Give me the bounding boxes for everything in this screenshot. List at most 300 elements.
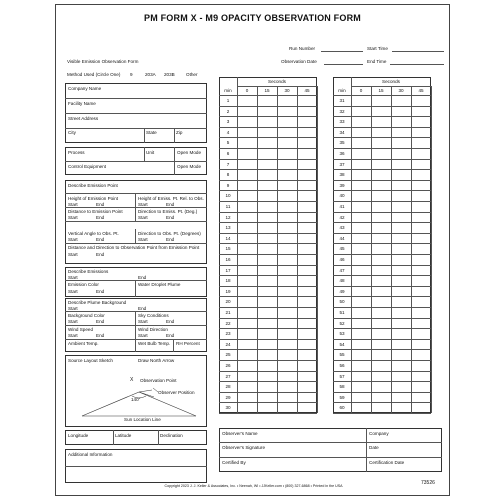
opacity-reading-cell[interactable] [391, 127, 411, 138]
opacity-reading-cell[interactable] [391, 222, 411, 233]
opacity-reading-cell[interactable] [351, 339, 371, 350]
minute-row-label: 25 [225, 352, 231, 358]
opacity-reading-cell[interactable] [237, 275, 257, 286]
opacity-reading-cell[interactable] [391, 328, 411, 339]
opacity-reading-cell[interactable] [391, 265, 411, 276]
opacity-reading-cell[interactable] [297, 243, 317, 254]
minute-row-label: 60 [339, 405, 345, 411]
opacity-reading-cell[interactable] [277, 233, 297, 244]
opacity-reading-cell[interactable] [411, 243, 431, 254]
opacity-reading-cell[interactable] [237, 137, 257, 148]
opacity-reading-cell[interactable] [411, 148, 431, 159]
opacity-reading-cell[interactable] [391, 402, 411, 413]
opacity-reading-cell[interactable] [391, 296, 411, 307]
opacity-reading-cell[interactable] [371, 169, 391, 180]
opacity-reading-cell[interactable] [411, 318, 431, 329]
start-label: Start [138, 215, 148, 220]
opacity-reading-cell[interactable] [391, 254, 411, 265]
opacity-reading-cell[interactable] [371, 328, 391, 339]
end-label: End [166, 333, 175, 338]
opacity-reading-cell[interactable] [237, 339, 257, 350]
method-203a[interactable]: 203A [145, 72, 156, 77]
opacity-reading-cell[interactable] [277, 180, 297, 191]
opacity-reading-cell[interactable] [257, 265, 277, 276]
minute-row-label: 20 [225, 299, 231, 305]
opacity-reading-cell[interactable] [411, 307, 431, 318]
opacity-reading-cell[interactable] [237, 254, 257, 265]
opacity-reading-cell[interactable] [277, 392, 297, 403]
divider [158, 430, 159, 445]
opacity-reading-cell[interactable] [277, 339, 297, 350]
minute-row-label: 1 [226, 98, 230, 103]
opacity-reading-cell[interactable] [351, 159, 371, 170]
opacity-reading-cell[interactable] [277, 159, 297, 170]
opacity-reading-cell[interactable] [411, 254, 431, 265]
opacity-reading-cell[interactable] [411, 381, 431, 392]
minute-row-label: 31 [339, 98, 345, 103]
opacity-reading-cell[interactable] [391, 349, 411, 360]
sky-conditions-label: Sky Conditions [138, 313, 169, 318]
opacity-reading-cell[interactable] [257, 116, 277, 127]
opacity-reading-cell[interactable] [411, 201, 431, 212]
opacity-reading-cell[interactable] [297, 381, 317, 392]
observer-position-label: Observer Position [158, 390, 195, 395]
opacity-reading-cell[interactable] [371, 180, 391, 191]
opacity-reading-cell[interactable] [411, 180, 431, 191]
opacity-reading-cell[interactable] [277, 265, 297, 276]
opacity-reading-cell[interactable] [237, 116, 257, 127]
opacity-reading-cell[interactable] [257, 137, 277, 148]
method-9[interactable]: 9 [130, 72, 133, 77]
minute-row-label: 40 [339, 193, 345, 199]
opacity-reading-cell[interactable] [411, 127, 431, 138]
opacity-reading-cell[interactable] [297, 254, 317, 265]
opacity-reading-cell[interactable] [351, 137, 371, 148]
opacity-reading-cell[interactable] [371, 116, 391, 127]
opacity-reading-cell[interactable] [237, 392, 257, 403]
opacity-reading-cell[interactable] [237, 159, 257, 170]
minute-row-label: 34 [339, 129, 345, 135]
opacity-reading-cell[interactable] [257, 286, 277, 297]
opacity-reading-cell[interactable] [351, 254, 371, 265]
opacity-reading-cell[interactable] [391, 233, 411, 244]
opacity-reading-cell[interactable] [257, 360, 277, 371]
opacity-reading-cell[interactable] [277, 212, 297, 223]
opacity-reading-cell[interactable] [277, 360, 297, 371]
minute-row-label: 10 [225, 193, 231, 199]
opacity-reading-cell[interactable] [351, 180, 371, 191]
opacity-reading-cell[interactable] [297, 307, 317, 318]
opacity-reading-cell[interactable] [371, 381, 391, 392]
opacity-reading-cell[interactable] [371, 243, 391, 254]
minute-row-label: 15 [225, 246, 231, 252]
opacity-reading-cell[interactable] [257, 106, 277, 117]
minute-row-label: 13 [225, 225, 231, 231]
opacity-reading-cell[interactable] [257, 169, 277, 180]
opacity-reading-cell[interactable] [371, 275, 391, 286]
start-label: Start [138, 237, 148, 242]
opacity-reading-cell[interactable] [257, 243, 277, 254]
opacity-reading-cell[interactable] [351, 307, 371, 318]
opacity-reading-cell[interactable] [297, 148, 317, 159]
opacity-reading-cell[interactable] [391, 286, 411, 297]
opacity-reading-cell[interactable] [277, 307, 297, 318]
opacity-reading-cell[interactable] [411, 106, 431, 117]
opacity-reading-cell[interactable] [371, 106, 391, 117]
opacity-reading-cell[interactable] [237, 371, 257, 382]
opacity-reading-cell[interactable] [297, 392, 317, 403]
opacity-reading-cell[interactable] [297, 212, 317, 223]
opacity-reading-cell[interactable] [371, 392, 391, 403]
opacity-reading-cell[interactable] [351, 360, 371, 371]
opacity-reading-cell[interactable] [391, 212, 411, 223]
minute-row-label: 50 [339, 299, 345, 305]
start-label: Start [138, 202, 148, 207]
opacity-reading-cell[interactable] [297, 339, 317, 350]
opacity-reading-cell[interactable] [411, 328, 431, 339]
opacity-reading-cell[interactable] [351, 116, 371, 127]
divider [333, 413, 431, 414]
opacity-reading-cell[interactable] [351, 275, 371, 286]
opacity-reading-cell[interactable] [371, 148, 391, 159]
opacity-reading-cell[interactable] [411, 212, 431, 223]
opacity-reading-cell[interactable] [277, 222, 297, 233]
opacity-reading-cell[interactable] [371, 95, 391, 106]
opacity-reading-cell[interactable] [237, 212, 257, 223]
opacity-reading-cell[interactable] [277, 201, 297, 212]
opacity-reading-cell[interactable] [351, 318, 371, 329]
opacity-reading-cell[interactable] [237, 201, 257, 212]
opacity-reading-cell[interactable] [351, 243, 371, 254]
opacity-reading-cell[interactable] [297, 296, 317, 307]
opacity-reading-cell[interactable] [277, 254, 297, 265]
opacity-reading-cell[interactable] [391, 392, 411, 403]
seconds-column-header: 0 [359, 88, 363, 93]
opacity-reading-cell[interactable] [257, 212, 277, 223]
opacity-reading-cell[interactable] [371, 349, 391, 360]
opacity-reading-cell[interactable] [257, 180, 277, 191]
opacity-reading-cell[interactable] [297, 201, 317, 212]
opacity-reading-cell[interactable] [371, 402, 391, 413]
opacity-reading-cell[interactable] [411, 222, 431, 233]
opacity-reading-cell[interactable] [411, 169, 431, 180]
opacity-reading-cell[interactable] [277, 116, 297, 127]
opacity-reading-cell[interactable] [277, 371, 297, 382]
opacity-reading-cell[interactable] [351, 402, 371, 413]
opacity-reading-cell[interactable] [277, 148, 297, 159]
opacity-reading-cell[interactable] [371, 190, 391, 201]
opacity-reading-cell[interactable] [237, 169, 257, 180]
opacity-reading-cell[interactable] [297, 286, 317, 297]
opacity-reading-cell[interactable] [297, 222, 317, 233]
opacity-reading-cell[interactable] [391, 159, 411, 170]
opacity-reading-cell[interactable] [411, 339, 431, 350]
end-label: End [96, 215, 105, 220]
opacity-reading-cell[interactable] [297, 318, 317, 329]
opacity-reading-cell[interactable] [371, 222, 391, 233]
opacity-reading-cell[interactable] [351, 169, 371, 180]
opacity-reading-cell[interactable] [257, 233, 277, 244]
sun-location-line-label: Sun Location Line [124, 417, 161, 422]
opacity-reading-cell[interactable] [277, 106, 297, 117]
opacity-reading-cell[interactable] [371, 286, 391, 297]
opacity-reading-cell[interactable] [411, 116, 431, 127]
opacity-reading-cell[interactable] [391, 169, 411, 180]
opacity-reading-cell[interactable] [257, 201, 277, 212]
opacity-reading-cell[interactable] [411, 371, 431, 382]
opacity-reading-cell[interactable] [237, 296, 257, 307]
opacity-reading-cell[interactable] [237, 349, 257, 360]
opacity-reading-cell[interactable] [277, 190, 297, 201]
opacity-observation-form [55, 4, 450, 496]
opacity-reading-cell[interactable] [351, 381, 371, 392]
copyright-footer: Copyright 2023 J. J. Keller & Associates, Inc. • Neenah, WI • JJKeller.com • (800) 327-6868 • Printed in the USA [164, 484, 343, 488]
opacity-reading-cell[interactable] [351, 127, 371, 138]
opacity-reading-cell[interactable] [257, 339, 277, 350]
opacity-reading-cell[interactable] [351, 95, 371, 106]
opacity-reading-cell[interactable] [297, 275, 317, 286]
opacity-reading-cell[interactable] [371, 296, 391, 307]
opacity-reading-cell[interactable] [257, 328, 277, 339]
open-mode-label-2: Open Mode [177, 164, 202, 169]
opacity-reading-cell[interactable] [257, 127, 277, 138]
opacity-reading-cell[interactable] [257, 318, 277, 329]
opacity-reading-cell[interactable] [257, 95, 277, 106]
opacity-reading-cell[interactable] [237, 222, 257, 233]
seconds-column-header: 45 [304, 88, 310, 93]
opacity-reading-cell[interactable] [371, 127, 391, 138]
opacity-reading-cell[interactable] [277, 402, 297, 413]
opacity-reading-cell[interactable] [237, 402, 257, 413]
opacity-reading-cell[interactable] [391, 243, 411, 254]
opacity-reading-cell[interactable] [297, 190, 317, 201]
opacity-reading-cell[interactable] [391, 371, 411, 382]
opacity-reading-cell[interactable] [351, 286, 371, 297]
opacity-reading-cell[interactable] [391, 381, 411, 392]
opacity-reading-cell[interactable] [297, 159, 317, 170]
opacity-reading-cell[interactable] [297, 360, 317, 371]
opacity-reading-cell[interactable] [277, 137, 297, 148]
opacity-reading-cell[interactable] [411, 233, 431, 244]
opacity-reading-cell[interactable] [277, 318, 297, 329]
opacity-reading-cell[interactable] [257, 159, 277, 170]
opacity-reading-cell[interactable] [237, 286, 257, 297]
opacity-reading-cell[interactable] [411, 349, 431, 360]
minute-row-label: 11 [225, 204, 231, 209]
opacity-reading-cell[interactable] [371, 212, 391, 223]
opacity-reading-cell[interactable] [297, 116, 317, 127]
opacity-reading-cell[interactable] [391, 307, 411, 318]
opacity-reading-cell[interactable] [277, 328, 297, 339]
opacity-reading-cell[interactable] [351, 265, 371, 276]
opacity-reading-cell[interactable] [237, 360, 257, 371]
opacity-reading-cell[interactable] [391, 95, 411, 106]
opacity-reading-cell[interactable] [297, 106, 317, 117]
opacity-reading-cell[interactable] [411, 360, 431, 371]
opacity-reading-cell[interactable] [351, 233, 371, 244]
opacity-reading-cell[interactable] [351, 148, 371, 159]
opacity-reading-cell[interactable] [371, 371, 391, 382]
minute-row-label: 7 [226, 161, 230, 167]
minute-row-label: 45 [339, 246, 345, 252]
minute-row-label: 4 [226, 129, 230, 135]
opacity-reading-cell[interactable] [371, 318, 391, 329]
opacity-reading-cell[interactable] [391, 318, 411, 329]
opacity-reading-cell[interactable] [391, 137, 411, 148]
opacity-reading-cell[interactable] [391, 106, 411, 117]
opacity-reading-cell[interactable] [237, 190, 257, 201]
minute-row-label: 16 [225, 257, 231, 262]
opacity-reading-cell[interactable] [351, 212, 371, 223]
divider [219, 442, 442, 443]
opacity-reading-cell[interactable] [351, 201, 371, 212]
method-other[interactable]: Other [186, 72, 198, 77]
opacity-reading-cell[interactable] [297, 95, 317, 106]
opacity-reading-cell[interactable] [391, 190, 411, 201]
minute-row-label: 27 [225, 373, 231, 379]
direction-emiss-label: Direction to Emiss. Pt. (Deg.) [138, 209, 198, 214]
opacity-reading-cell[interactable] [411, 296, 431, 307]
opacity-reading-cell[interactable] [277, 169, 297, 180]
opacity-reading-cell[interactable] [277, 296, 297, 307]
opacity-reading-cell[interactable] [237, 127, 257, 138]
opacity-reading-cell[interactable] [257, 148, 277, 159]
opacity-reading-cell[interactable] [411, 275, 431, 286]
opacity-reading-cell[interactable] [411, 137, 431, 148]
opacity-reading-cell[interactable] [277, 349, 297, 360]
opacity-reading-cell[interactable] [297, 328, 317, 339]
opacity-reading-cell[interactable] [411, 95, 431, 106]
process-label: Process [68, 150, 85, 155]
opacity-reading-cell[interactable] [411, 159, 431, 170]
opacity-reading-cell[interactable] [237, 328, 257, 339]
ambient-temp-label: Ambient Temp. [68, 341, 99, 346]
opacity-reading-cell[interactable] [257, 254, 277, 265]
rh-percent-label: RH Percent [176, 341, 200, 346]
opacity-reading-cell[interactable] [257, 296, 277, 307]
opacity-reading-cell[interactable] [391, 339, 411, 350]
opacity-reading-cell[interactable] [237, 381, 257, 392]
opacity-reading-cell[interactable] [257, 349, 277, 360]
opacity-reading-cell[interactable] [351, 222, 371, 233]
seconds-column-header: 30 [284, 88, 290, 93]
opacity-reading-cell[interactable] [391, 275, 411, 286]
opacity-reading-cell[interactable] [391, 180, 411, 191]
opacity-reading-cell[interactable] [351, 349, 371, 360]
opacity-reading-cell[interactable] [257, 275, 277, 286]
opacity-reading-cell[interactable] [297, 402, 317, 413]
opacity-reading-cell[interactable] [411, 402, 431, 413]
opacity-reading-cell[interactable] [351, 371, 371, 382]
opacity-reading-cell[interactable] [371, 360, 391, 371]
opacity-reading-cell[interactable] [391, 360, 411, 371]
opacity-reading-cell[interactable] [277, 243, 297, 254]
opacity-reading-cell[interactable] [237, 243, 257, 254]
opacity-reading-cell[interactable] [257, 222, 277, 233]
source-layout-label: Source Layout Sketch [68, 358, 113, 363]
opacity-reading-cell[interactable] [351, 190, 371, 201]
minute-row-label: 43 [339, 225, 345, 231]
opacity-reading-cell[interactable] [277, 95, 297, 106]
opacity-reading-cell[interactable] [297, 137, 317, 148]
opacity-reading-cell[interactable] [277, 275, 297, 286]
opacity-reading-cell[interactable] [257, 402, 277, 413]
opacity-reading-cell[interactable] [297, 233, 317, 244]
opacity-reading-cell[interactable] [371, 339, 391, 350]
street-address-label: Street Address [68, 116, 99, 121]
opacity-reading-cell[interactable] [297, 169, 317, 180]
visible-emission-label: Visible Emission Observation Form [67, 59, 139, 64]
opacity-reading-cell[interactable] [297, 349, 317, 360]
opacity-reading-cell[interactable] [297, 127, 317, 138]
end-label: End [96, 202, 105, 207]
end-label: End [166, 202, 175, 207]
minute-row-label: 44 [339, 235, 345, 241]
opacity-reading-cell[interactable] [371, 265, 391, 276]
end-label: End [96, 319, 105, 324]
opacity-reading-cell[interactable] [391, 148, 411, 159]
facility-name-label: Facility Name [68, 101, 96, 106]
opacity-reading-cell[interactable] [411, 286, 431, 297]
opacity-reading-cell[interactable] [297, 371, 317, 382]
opacity-reading-cell[interactable] [371, 307, 391, 318]
opacity-reading-cell[interactable] [277, 286, 297, 297]
opacity-reading-cell[interactable] [277, 127, 297, 138]
opacity-reading-cell[interactable] [297, 180, 317, 191]
opacity-reading-cell[interactable] [351, 328, 371, 339]
method-203b[interactable]: 203B [164, 72, 175, 77]
direction-obs-label: Direction to Obs. Pt. (Degrees) [138, 231, 201, 236]
opacity-reading-cell[interactable] [391, 116, 411, 127]
opacity-reading-cell[interactable] [411, 190, 431, 201]
opacity-reading-cell[interactable] [237, 95, 257, 106]
opacity-reading-cell[interactable] [371, 201, 391, 212]
opacity-reading-cell[interactable] [257, 371, 277, 382]
opacity-reading-cell[interactable] [371, 137, 391, 148]
opacity-reading-cell[interactable] [257, 307, 277, 318]
opacity-reading-cell[interactable] [277, 381, 297, 392]
observation-point-mark: X [130, 377, 134, 383]
opacity-reading-cell[interactable] [351, 392, 371, 403]
opacity-reading-cell[interactable] [351, 296, 371, 307]
opacity-reading-cell[interactable] [297, 265, 317, 276]
minute-row-label: 38 [339, 172, 345, 178]
opacity-reading-cell[interactable] [257, 190, 277, 201]
divider [219, 457, 442, 458]
opacity-reading-cell[interactable] [257, 381, 277, 392]
start-label: Start [68, 215, 78, 220]
opacity-reading-cell[interactable] [257, 392, 277, 403]
divider [219, 413, 317, 414]
opacity-reading-cell[interactable] [237, 106, 257, 117]
minute-row-label: 24 [225, 341, 231, 347]
opacity-reading-cell[interactable] [237, 148, 257, 159]
minute-row-label: 29 [225, 394, 231, 400]
minute-row-label: 12 [225, 214, 231, 220]
opacity-reading-cell[interactable] [371, 233, 391, 244]
opacity-reading-cell[interactable] [237, 180, 257, 191]
opacity-reading-cell[interactable] [411, 392, 431, 403]
opacity-reading-cell[interactable] [237, 233, 257, 244]
opacity-reading-cell[interactable] [351, 106, 371, 117]
opacity-reading-cell[interactable] [237, 318, 257, 329]
opacity-reading-cell[interactable] [237, 307, 257, 318]
opacity-reading-cell[interactable] [391, 201, 411, 212]
opacity-reading-cell[interactable] [371, 159, 391, 170]
opacity-reading-cell[interactable] [371, 254, 391, 265]
opacity-reading-cell[interactable] [237, 265, 257, 276]
opacity-reading-cell[interactable] [411, 265, 431, 276]
